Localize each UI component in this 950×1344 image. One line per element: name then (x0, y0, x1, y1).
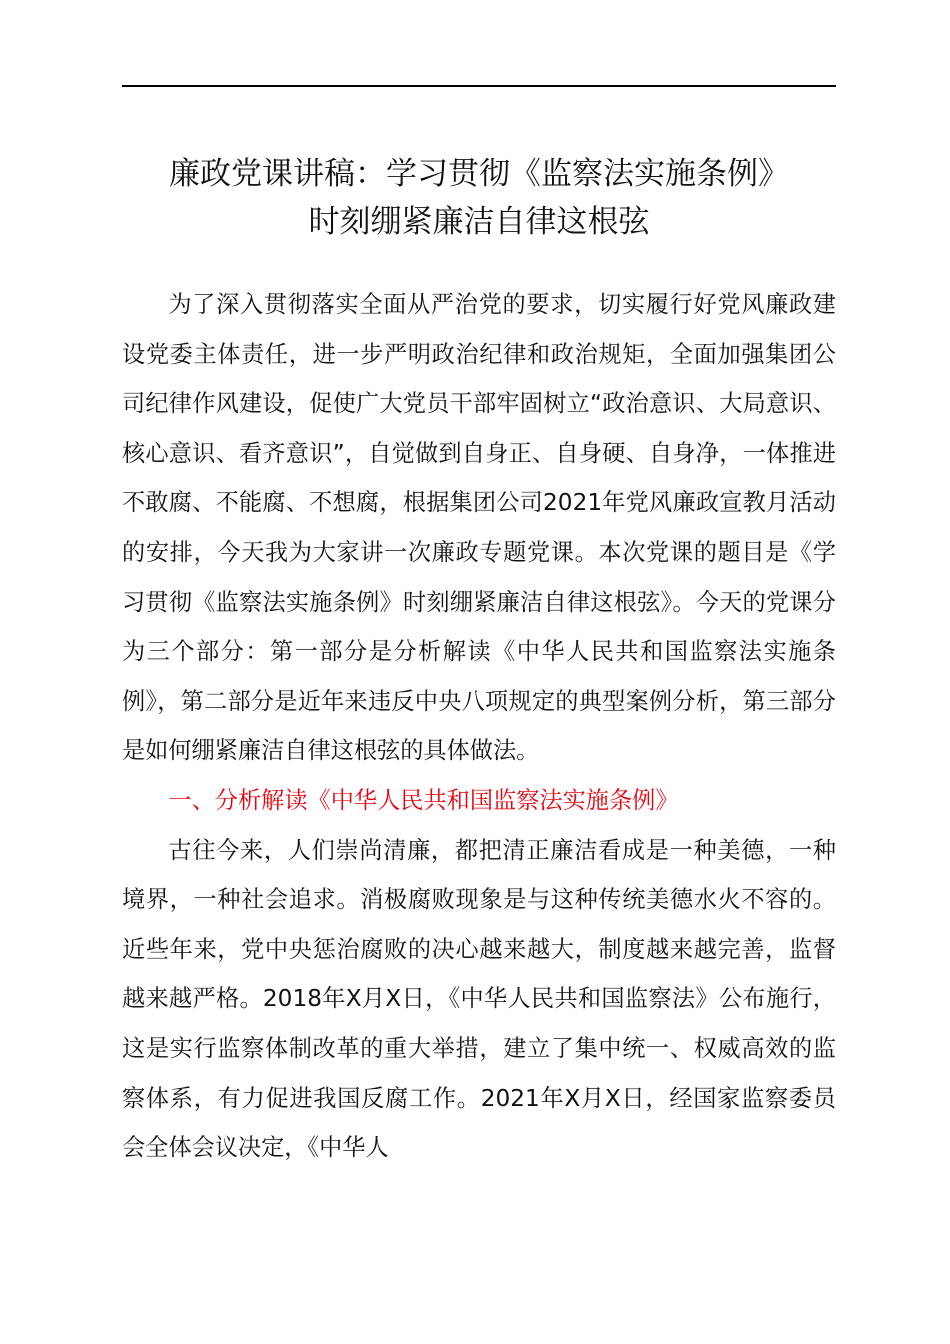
section-1-paragraph: 古往今来，人们崇尚清廉，都把清正廉洁看成是一种美德，一种境界，一种社会追求。消极腐败现象是与这种传统美德水火不容的。近些年来，党中央惩治腐败的决心越来越大，制度越来越完善，监督越来越严格。2018年X月X日，《中华人民共和国监察法》公布施行，这是实行监察体制改革的重大举措，建立了集中统一、权威高效的监察体系，有力促进我国反腐工作。2021年X月X日，经国家监察委员会全体会议决定，《中华人 (122, 836, 836, 1162)
intro-paragraph: 为了深入贯彻落实全面从严治党的要求，切实履行好党风廉政建设党委主体责任，进一步严明政治纪律和政治规矩，全面加强集团公司纪律作风建设，促使广大党员干部牢固树立“政治意识、大局意识、核心意识、看齐意识”，自觉做到自身正、自身硬、自身净，一体推进不敢腐、不能腐、不想腐，根据集团公司2021年党风廉政宣教月活动的安排，今天我为大家讲一次廉政专题党课。本次党课的题目是《学习贯彻《监察法实施条例》时刻绷紧廉洁自律这根弦》。今天的党课分为三个部分：第一部分是分析解读《中华人民共和国监察法实施条例》，第二部分是近年来违反中央八项规定的典型案例分析，第三部分是如何绷紧廉洁自律这根弦的具体做法。 (122, 291, 836, 765)
document-title-line-2: 时刻绷紧廉洁自律这根弦 (308, 204, 650, 240)
header-rule (122, 85, 836, 87)
section-1-heading: 一、分析解读《中华人民共和国监察法实施条例》 (168, 786, 679, 814)
document-title-line-1: 廉政党课讲稿：学习贯彻《监察法实施条例》 (169, 156, 789, 192)
document-title (122, 150, 836, 246)
document-body (122, 280, 836, 1173)
